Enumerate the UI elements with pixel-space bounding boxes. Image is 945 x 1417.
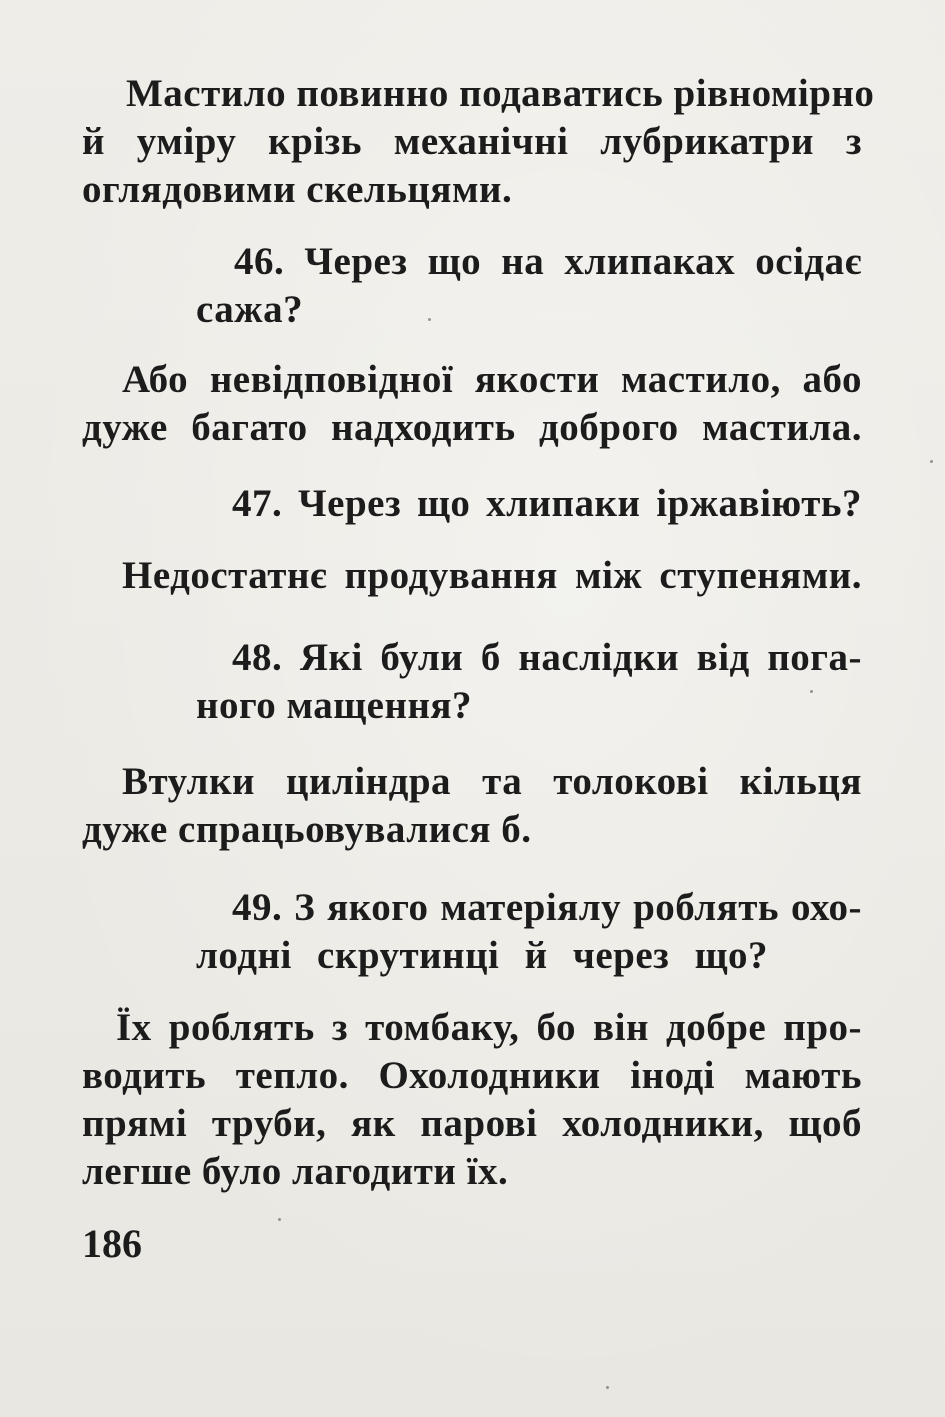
text-line: дуже спрацьовувалися б. [82, 808, 532, 851]
text-line: Або невідповідної якости мастило, або [122, 358, 862, 401]
question-46 [196, 238, 862, 334]
question-line: 46. Через що на хлипаках осідає [234, 240, 862, 283]
paper-speck [930, 460, 933, 463]
paper-speck [606, 1386, 609, 1389]
paper-speck [428, 318, 431, 321]
text-line: прямі труби, як парові холодники, щоб [82, 1102, 862, 1145]
text-line: дуже багато надходить доброго мастила. [82, 406, 862, 449]
text-line: й уміру крізь механічні лубрикатри з [82, 120, 862, 163]
text-line: Втулки циліндра та толокові кільця [122, 760, 862, 803]
question-line: 49. З якого матеріялу роблять охо- [232, 886, 862, 929]
question-48 [196, 634, 862, 730]
question-line: ного мащення? [196, 684, 473, 727]
paper-speck [278, 1218, 281, 1221]
answer-47 [122, 552, 862, 600]
page-number: 186 [82, 1221, 142, 1266]
answer-48 [82, 758, 862, 854]
answer-paragraph [82, 70, 875, 214]
text-line: Їх роблять з томбаку, бо він добре про- [116, 1006, 862, 1049]
question-47 [232, 480, 862, 528]
answer-49 [82, 1004, 862, 1196]
question-line: 48. Які були б наслідки від пога- [232, 636, 862, 679]
text-line: Мастило повинно подаватись рівномірно [126, 72, 875, 115]
text-line: легше було лагодити їх. [82, 1150, 509, 1193]
text-line: водить тепло. Охолодники іноді мають [82, 1054, 862, 1097]
paper-speck [810, 690, 813, 693]
question-line: лодні скрутинці й через що? [196, 934, 768, 977]
question-line: 47. Через що хлипаки іржавіють? [232, 482, 862, 525]
question-line: сажа? [196, 288, 304, 331]
text-line: оглядовими скельцями. [82, 168, 513, 211]
question-49 [196, 884, 862, 980]
answer-46 [82, 356, 862, 452]
text-line: Недостатнє продування між ступенями. [122, 554, 862, 597]
